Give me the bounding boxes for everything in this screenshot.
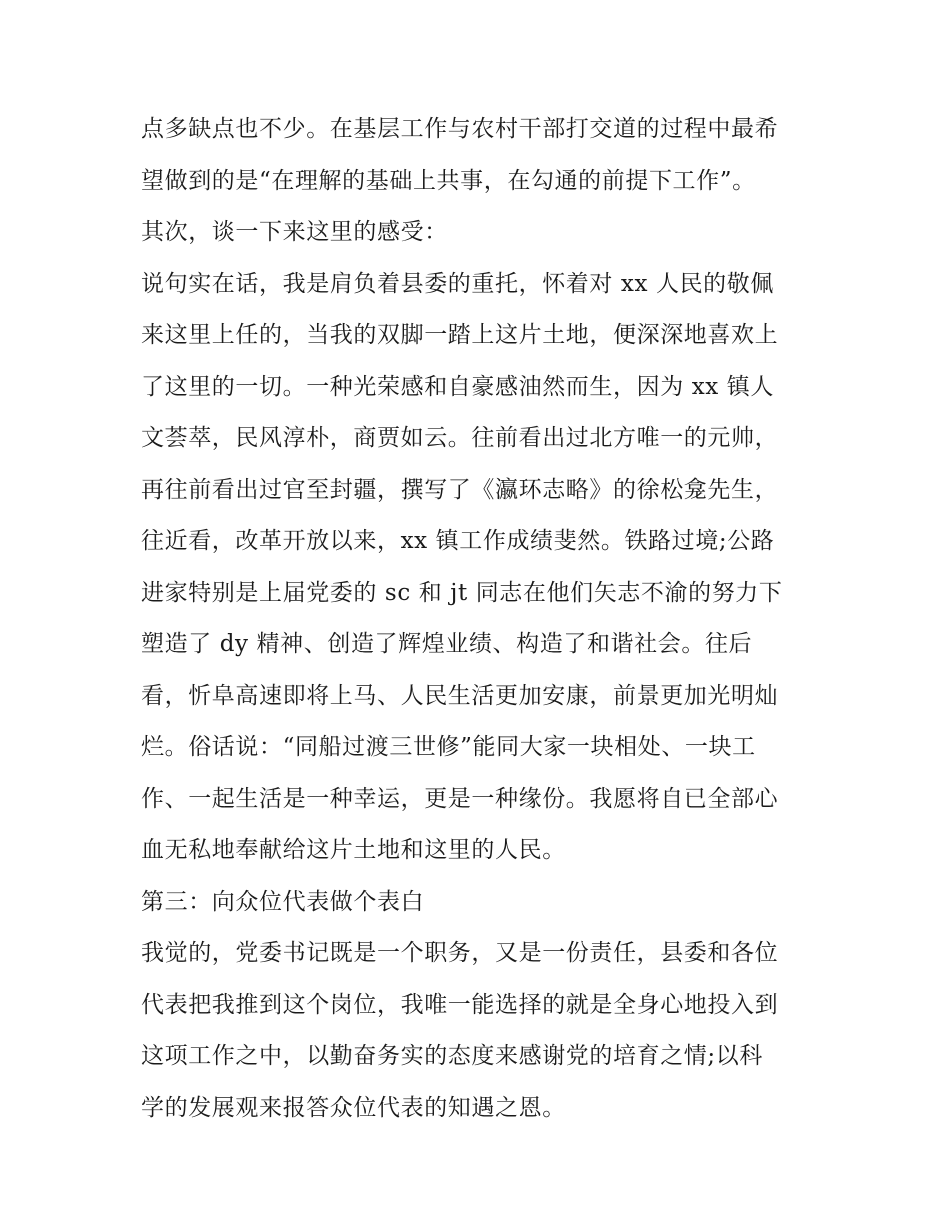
text-line-10: 进家特别是上届党委的 sc 和 jt 同志在他们矢志不渝的努力下 [141,579,783,606]
text-line-14: 作、一起生活是一种幸运，更是一种缘份。我愿将自已全部心 [141,785,779,812]
text-line-5: 来这里上任的，当我的双脚一踏上这片土地，便深深地喜欢上 [141,322,779,348]
text-line-18: 代表把我推到这个岗位，我唯一能选择的就是全身心地投入到 [141,991,779,1018]
text-line-6: 了这里的一切。一种光荣感和自豪感油然而生，因为 xx 镇人 [141,373,774,400]
text-line-15: 血无私地奉献给这片土地和这里的人民。 [141,837,566,863]
section-heading-statement: 第三：向众位代表做个表白 [141,888,425,915]
text-line-9: 往近看，改革开放以来，xx 镇工作成绩斐然。铁路过境;公路 [141,528,775,554]
text-line-12: 看，忻阜高速即将上马、人民生活更加安康，前景更加光明灿 [141,682,779,709]
text-line-7: 文荟萃，民风淳朴，商贾如云。往前看出过北方唯一的元帅， [141,425,779,451]
text-line-20: 学的发展观来报答众位代表的知遇之恩。 [141,1094,566,1121]
text-line-2: 望做到的是“在理解的基础上共事，在勾通的前提下工作”。 [141,167,756,194]
text-line-4: 说句实在话，我是肩负着县委的重托，怀着对 xx 人民的敬佩 [141,270,774,297]
text-line-19: 这项工作之中，以勤奋务实的态度来感谢党的培育之情;以科 [141,1043,763,1069]
section-heading-feelings: 其次，谈一下来这里的感受： [141,219,448,245]
body-text [141,104,821,1134]
text-line-17: 我觉的，党委书记既是一个职务，又是一份责任，县委和各位 [141,940,779,966]
text-line-11: 塑造了 dy 精神、创造了辉煌业绩、构造了和谐社会。往后 [141,631,753,657]
text-line-13: 烂。俗话说：“同船过渡三世修”能同大家一块相处、一块工 [141,734,756,760]
text-line-1: 点多缺点也不少。在基层工作与农村干部打交道的过程中最希 [141,116,779,142]
text-line-8: 再往前看出过官至封疆，撰写了《瀛环志略》的徐松龛先生， [141,476,779,503]
